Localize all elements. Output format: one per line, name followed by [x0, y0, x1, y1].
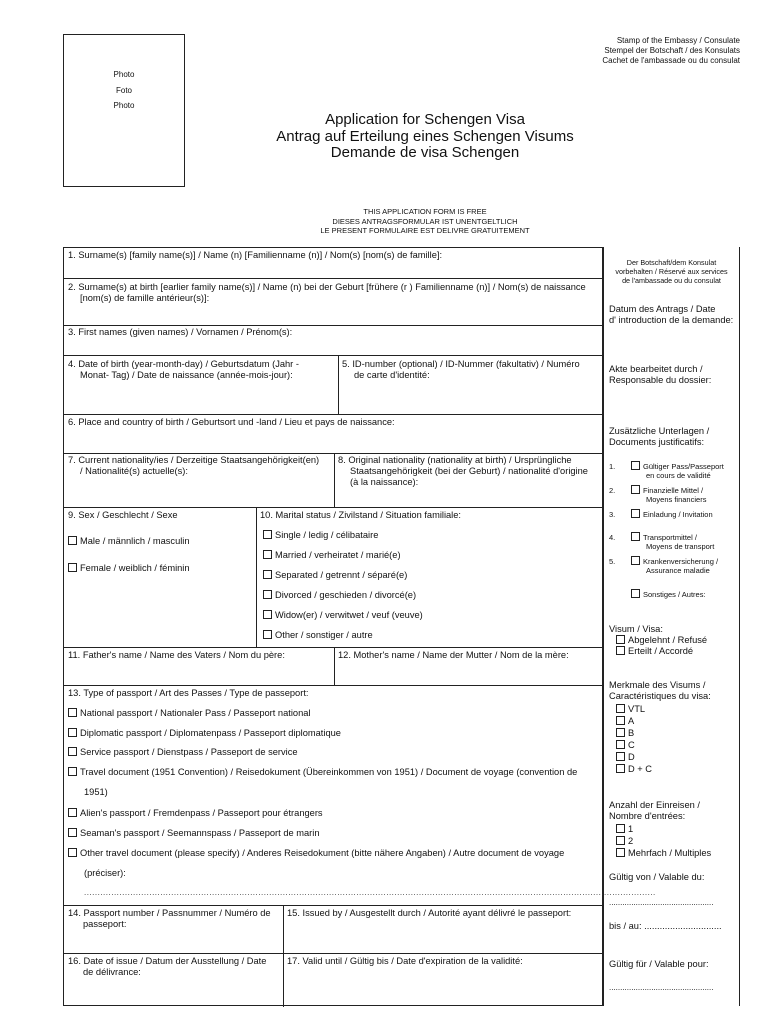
option-label: Female / weiblich / féminin	[80, 563, 190, 573]
checkbox[interactable]	[263, 630, 272, 639]
free-notice	[180, 207, 670, 236]
doc-item-insurance[interactable]	[609, 556, 718, 575]
field-original-nationality[interactable]	[338, 455, 588, 488]
doc-number: 1.	[609, 462, 616, 471]
checkbox[interactable]	[616, 728, 625, 737]
label-line: Anzahl der Einreisen /	[609, 800, 700, 810]
field-valid-until[interactable]: 17. Valid until / Gültig bis / Date d'expiration de la validité:	[287, 956, 523, 966]
option-label: 1	[628, 824, 634, 834]
doc-item-financial[interactable]	[609, 485, 706, 504]
option-label: Widow(er) / verwitwet / veuf (veuve)	[275, 610, 423, 620]
stamp-line: Cachet de l'ambassade ou du consulat	[602, 56, 740, 65]
checkbox[interactable]	[263, 570, 272, 579]
feature-option-a[interactable]	[616, 716, 735, 727]
doc-label: Moyens financiers	[646, 495, 707, 504]
visa-decision-label: Visum / Visa:	[609, 624, 663, 634]
sex-option-male[interactable]	[68, 536, 190, 547]
checkbox[interactable]	[616, 752, 625, 761]
doc-label: Einladung / Invitation	[643, 510, 713, 519]
field-label: 7. Current nationality/ies / Derzeitige Staatsangehörigkeit(en)	[68, 455, 320, 465]
field-label: de carte d'identité:	[354, 370, 430, 380]
field-passport-number[interactable]	[68, 908, 271, 930]
application-date-label	[609, 304, 735, 326]
option-label: National passport / Nationaler Pass / Passeport national	[80, 708, 311, 718]
label-line: Responsable du dossier:	[609, 375, 712, 385]
option-label: D	[628, 752, 635, 762]
field-father-name[interactable]: 11. Father's name / Name des Vaters / Nom du père:	[68, 650, 285, 660]
supporting-docs-label	[609, 426, 735, 448]
checkbox[interactable]	[631, 532, 640, 541]
checkbox[interactable]	[68, 848, 77, 857]
passport-option-seaman[interactable]	[68, 828, 320, 839]
option-label: Divorced / geschieden / divorcé(e)	[275, 590, 417, 600]
valid-from-label: Gültig von / Valable du:	[609, 872, 705, 882]
entries-option-2[interactable]	[616, 836, 735, 847]
field-passport-type: 13. Type of passport / Art des Passes / Type de passeport:	[68, 688, 309, 698]
entries-label	[609, 800, 735, 822]
stamp-line: Stamp of the Embassy / Consulate	[616, 36, 740, 45]
option-label: Other / sonstiger / autre	[275, 630, 373, 640]
label-line: d' introduction de la demande:	[609, 315, 734, 325]
visa-option-refused[interactable]	[616, 635, 735, 646]
feature-option-d[interactable]	[616, 752, 735, 763]
field-surname[interactable]: 1. Surname(s) [family name(s)] / Name (n) [Familienname (n)] / Nom(s) [nom(s) de famille]:	[68, 250, 443, 260]
field-sex: 9. Sex / Geschlecht / Sexe	[68, 510, 178, 520]
doc-label: Assurance maladie	[646, 566, 710, 575]
field-date-of-birth[interactable]	[68, 359, 299, 381]
checkbox[interactable]	[616, 848, 625, 857]
option-label: A	[628, 716, 635, 726]
checkbox[interactable]	[68, 563, 77, 572]
file-handler-label	[609, 364, 735, 386]
option-label: Diplomatic passport / Diplomatenpass / Passeport diplomatique	[80, 728, 341, 738]
label-line: Datum des Antrags / Date	[609, 304, 716, 314]
visa-option-granted[interactable]	[616, 646, 735, 657]
option-label: Married / verheiratet / marié(e)	[275, 550, 401, 560]
field-label: Staatsangehörigkeit (bei der Geburt) / nationalité d'origine	[350, 466, 588, 476]
doc-number: 5.	[609, 557, 616, 566]
valid-for-label: Gültig für / Valable pour:	[609, 959, 709, 969]
doc-item-invitation[interactable]	[609, 509, 713, 519]
option-label: Abgelehnt / Refusé	[628, 635, 708, 645]
doc-item-transport[interactable]	[609, 532, 714, 551]
doc-label: Krankenversicherung /	[643, 557, 719, 566]
checkbox[interactable]	[616, 824, 625, 833]
label-line: Akte bearbeitet durch /	[609, 364, 703, 374]
form-title	[180, 112, 670, 162]
valid-to-field[interactable]: bis / au: ..............................	[609, 921, 722, 931]
checkbox[interactable]	[263, 530, 272, 539]
checkbox[interactable]	[631, 589, 640, 598]
field-label: 14. Passport number / Passnummer / Numéro de	[68, 908, 271, 918]
entries-option-1[interactable]	[616, 824, 735, 835]
field-date-of-issue[interactable]	[68, 956, 266, 978]
checkbox[interactable]	[68, 767, 77, 776]
checkbox[interactable]	[616, 635, 625, 644]
checkbox[interactable]	[631, 509, 640, 518]
other-document-continuation: (préciser):	[84, 868, 126, 878]
embassy-stamp-area	[520, 36, 740, 66]
stamp-line: Stempel der Botschaft / des Konsulats	[604, 46, 740, 55]
checkbox[interactable]	[616, 764, 625, 773]
label-line: Nombre d'entrées:	[609, 811, 686, 821]
field-current-nationality[interactable]	[68, 455, 319, 477]
checkbox[interactable]	[68, 808, 77, 817]
doc-number: 4.	[609, 533, 616, 542]
doc-label: Finanzielle Mittel /	[643, 486, 704, 495]
notice-line: THIS APPLICATION FORM IS FREE	[363, 207, 487, 216]
option-label: VTL	[628, 704, 646, 714]
title-line: Antrag auf Erteilung eines Schengen Visums	[276, 127, 574, 145]
checkbox[interactable]	[616, 646, 625, 655]
field-surname-at-birth[interactable]	[68, 282, 586, 304]
photo-label: Foto	[115, 85, 132, 95]
field-label: 16. Date of issue / Datum der Ausstellung / Date	[68, 956, 267, 966]
doc-label: Sonstiges / Autres:	[643, 590, 706, 599]
option-label: C	[628, 740, 635, 750]
marital-option-separated[interactable]	[263, 570, 407, 581]
field-label: 5. ID-number (optional) / ID-Nummer (fakultativ) / Numéro	[342, 359, 580, 369]
title-line: Demande de visa Schengen	[330, 144, 520, 161]
doc-item-passport[interactable]	[609, 461, 724, 480]
feature-option-vtl[interactable]	[616, 704, 735, 715]
checkbox[interactable]	[263, 550, 272, 559]
marital-option-married[interactable]	[263, 550, 401, 561]
checkbox[interactable]	[616, 740, 625, 749]
sex-option-female[interactable]	[68, 563, 190, 574]
notice-line: DIESES ANTRAGSFORMULAR IST UNENTGELTLICH	[332, 216, 518, 226]
option-label: Separated / getrennt / séparé(e)	[275, 570, 408, 580]
field-place-of-birth[interactable]: 6. Place and country of birth / Geburtsort und -land / Lieu et pays de naissance:	[68, 417, 395, 427]
marital-option-other[interactable]	[263, 630, 373, 641]
official-use-sidebar	[603, 247, 740, 1006]
option-label: Male / männlich / masculin	[80, 536, 190, 546]
option-label: 2	[628, 836, 634, 846]
label-line: Zusätzliche Unterlagen /	[609, 426, 710, 436]
doc-label: en cours de validité	[646, 471, 711, 480]
feature-option-b[interactable]	[616, 728, 735, 739]
photo-box	[63, 34, 185, 187]
passport-option-national[interactable]	[68, 708, 310, 719]
checkbox[interactable]	[263, 610, 272, 619]
valid-for-input[interactable]: ...............................................	[609, 983, 714, 992]
entries-option-multiple[interactable]	[616, 848, 735, 859]
checkbox[interactable]	[631, 461, 640, 470]
option-label: D + C	[628, 764, 653, 774]
option-label: Other travel document (please specify) / Anderes Reisedokument (bitte nähere Angaben) / Autre document de voyage	[80, 848, 565, 858]
label-line: Caractéristiques du visa:	[609, 691, 711, 701]
field-label: 4. Date of birth (year-month-day) / Geburtsdatum (Jahr -	[68, 359, 299, 369]
checkbox[interactable]	[68, 536, 77, 545]
field-label: de délivrance:	[83, 967, 141, 977]
doc-label: Moyens de transport	[646, 542, 715, 551]
visa-features-label	[609, 680, 735, 702]
other-document-input[interactable]: ..................................................................................................................................................................................................................	[84, 888, 656, 897]
checkbox[interactable]	[68, 747, 77, 756]
checkbox[interactable]	[68, 828, 77, 837]
field-label: / Nationalité(s) actuelle(s):	[80, 466, 188, 476]
label-line: Documents justificatifs:	[609, 437, 705, 447]
checkbox[interactable]	[68, 728, 77, 737]
field-label: 8. Original nationality (nationality at birth) / Ursprüngliche	[338, 455, 572, 465]
option-label: Erteilt / Accordé	[628, 646, 694, 656]
option-label: Single / ledig / célibataire	[275, 530, 379, 540]
checkbox[interactable]	[263, 590, 272, 599]
field-label: (à la naissance):	[350, 477, 419, 487]
option-label: Mehrfach / Multiples	[628, 848, 712, 858]
checkbox[interactable]	[616, 836, 625, 845]
checkbox[interactable]	[631, 485, 640, 494]
field-marital-status: 10. Marital status / Zivilstand / Situation familiale:	[260, 510, 461, 520]
header-line: de l'ambassade ou du consulat	[622, 276, 721, 285]
marital-option-widowed[interactable]	[263, 610, 423, 621]
header-line: vorbehalten / Réservé aux services	[615, 267, 728, 276]
title-line: Application for Schengen Visa	[325, 111, 525, 128]
checkbox[interactable]	[616, 704, 625, 713]
feature-option-c[interactable]	[616, 740, 735, 751]
option-label: Alien's passport / Fremdenpass / Passeport pour étrangers	[80, 808, 323, 818]
passport-option-service[interactable]	[68, 747, 298, 758]
field-label: 2. Surname(s) at birth [earlier family name(s)] / Name (n) bei der Geburt [frühere (r ) Familienname (n)] / Nom(s) de naissance	[68, 282, 586, 292]
passport-option-diplomatic[interactable]	[68, 728, 341, 739]
doc-number: 2.	[609, 486, 616, 495]
checkbox[interactable]	[616, 716, 625, 725]
feature-option-d-plus-c[interactable]	[616, 764, 735, 775]
sidebar-header	[608, 258, 735, 285]
marital-option-divorced[interactable]	[263, 590, 416, 601]
checkbox[interactable]	[631, 556, 640, 565]
marital-option-single[interactable]	[263, 530, 378, 541]
label-line: Merkmale des Visums /	[609, 680, 706, 690]
doc-number: 3.	[609, 510, 616, 519]
field-label: Monat- Tag) / Date de naissance (année-mois-jour):	[80, 370, 293, 380]
option-label: Service passport / Dienstpass / Passeport de service	[80, 747, 298, 757]
field-label: passeport:	[83, 919, 127, 929]
field-issued-by[interactable]: 15. Issued by / Ausgestellt durch / Autorité ayant délivré le passeport:	[287, 908, 572, 918]
option-label: Seaman's passport / Seemannspass / Passeport de marin	[80, 828, 320, 838]
option-label: B	[628, 728, 635, 738]
notice-line: LE PRESENT FORMULAIRE EST DELIVRE GRATUITEMENT	[320, 226, 530, 235]
option-label: Travel document (1951 Convention) / Reisedokument (Übereinkommen von 1951) / Document de voyage (convention de	[80, 767, 578, 777]
photo-label: Photo	[113, 70, 135, 79]
passport-option-other[interactable]	[68, 848, 564, 859]
doc-label: Gültiger Pass/Passeport	[643, 462, 724, 471]
photo-label: Photo	[113, 101, 135, 110]
field-mother-name[interactable]: 12. Mother's name / Name der Mutter / Nom de la mère:	[338, 650, 569, 660]
field-label: [nom(s) de famille antérieur(s)]:	[80, 293, 210, 303]
doc-item-other[interactable]	[609, 589, 706, 599]
passport-option-travel-document[interactable]	[68, 767, 577, 778]
header-line: Der Botschaft/dem Konsulat	[626, 258, 717, 267]
checkbox[interactable]	[68, 708, 77, 717]
doc-label: Transportmittel /	[643, 533, 697, 542]
valid-from-input[interactable]: ...............................................	[609, 898, 714, 907]
field-id-number[interactable]	[342, 359, 580, 381]
passport-option-aliens[interactable]	[68, 808, 323, 819]
field-first-names[interactable]: 3. First names (given names) / Vornamen / Prénom(s):	[68, 327, 293, 337]
travel-document-continuation: 1951)	[84, 787, 108, 797]
